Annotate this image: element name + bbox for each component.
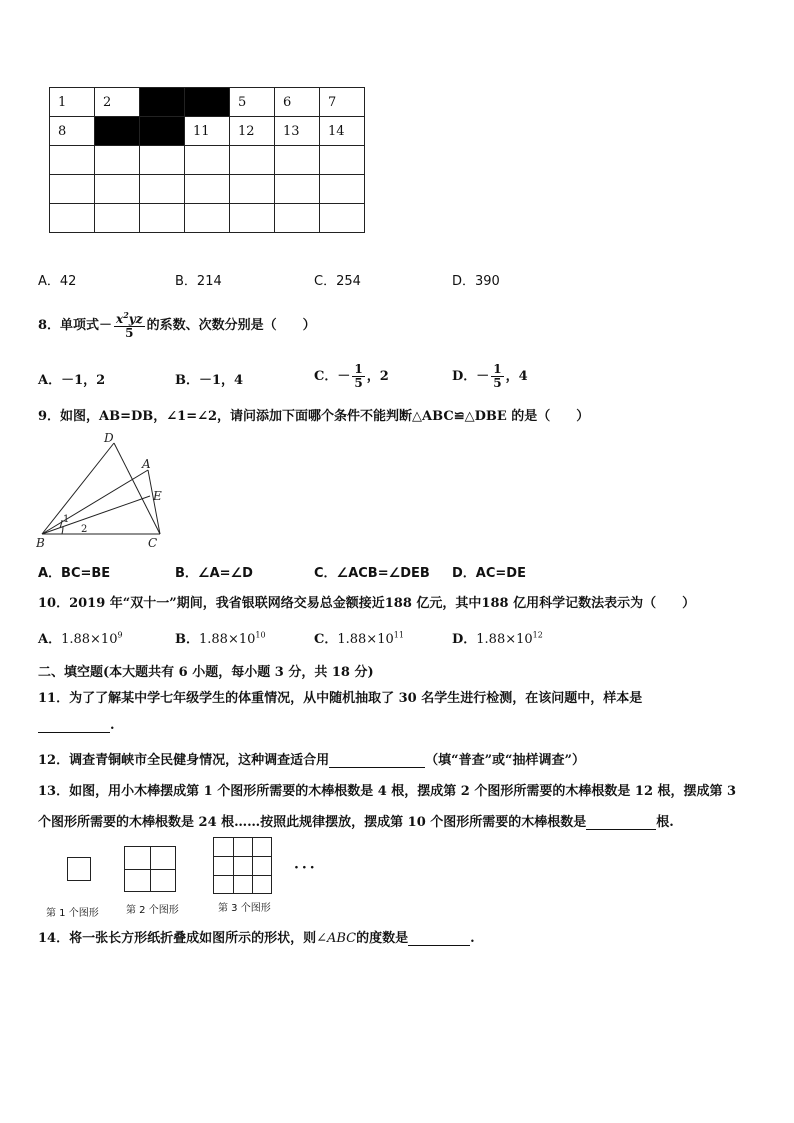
figure-1-label: 第 1 个图形: [46, 908, 99, 919]
grid-cell: 13: [275, 117, 320, 146]
q12-question: [38, 749, 585, 768]
number-grid: [49, 87, 365, 233]
label-b: B: [36, 536, 45, 550]
frac-num-base: x: [116, 312, 124, 327]
q7-option-b[interactable]: B．214: [175, 274, 222, 289]
answer-blank[interactable]: [408, 932, 470, 946]
q8-option-c-tail: ，2: [366, 369, 389, 384]
option-exp: 11: [393, 630, 404, 640]
q8-option-d[interactable]: [452, 356, 528, 398]
grid-cell: 6: [275, 88, 320, 117]
grid-cell: [95, 146, 140, 175]
option-base: 1.88×10: [476, 632, 533, 647]
q8-option-c-label: C．－: [314, 369, 351, 384]
q14-question: [38, 927, 475, 946]
grid-cell: [140, 204, 185, 233]
q8-option-d-label: D．－: [452, 369, 490, 384]
q10-option-a[interactable]: [38, 628, 123, 647]
monomial-fraction: [114, 311, 145, 339]
q11-line1: 11．为了了解某中学七年级学生的体重情况，从中随机抽取了 30 名学生进行检测，在该问题中，样本是: [38, 691, 643, 706]
label-a: A: [142, 457, 151, 471]
grid-cell: [230, 204, 275, 233]
grid-cell: 5: [230, 88, 275, 117]
grid-cell: 1: [50, 88, 95, 117]
figure-1-square: [67, 857, 91, 881]
frac-den: 5: [354, 376, 363, 390]
grid-cell: 12: [230, 117, 275, 146]
grid-cell: [320, 146, 365, 175]
frac-num-rest: yz: [128, 312, 143, 327]
figure-2-label: 第 2 个图形: [126, 905, 179, 916]
option-label: C．: [314, 632, 338, 647]
grid-cell: [140, 175, 185, 204]
triangle-figure: [36, 430, 168, 555]
label-e: E: [153, 489, 162, 503]
q7-option-a[interactable]: A．42: [38, 274, 77, 289]
option-exp: 9: [117, 630, 123, 640]
q10-question: 10．2019 年“双十一”期间，我省银联网络交易总金额接近188 亿元，其中188 亿用科学记数法表示为（ ）: [38, 596, 696, 611]
grid-cell: [50, 175, 95, 204]
grid-cell: [230, 175, 275, 204]
grid-row: [50, 175, 365, 204]
q13-tail: 根.: [656, 815, 674, 830]
grid-cell: 11: [185, 117, 230, 146]
grid-cell: [230, 146, 275, 175]
q8-option-a[interactable]: A．－1，2: [38, 373, 106, 388]
frac-num: 1: [354, 362, 363, 377]
q14-text: 14．将一张长方形纸折叠成如图所示的形状，则: [38, 931, 317, 946]
ellipsis: ···: [294, 860, 318, 876]
q14-tail: 的度数是: [356, 931, 409, 946]
grid-cell: [140, 146, 185, 175]
grid-cell-shaded: [185, 88, 230, 117]
q8-suffix: 的系数、次数分别是（ ）: [146, 318, 316, 333]
answer-blank[interactable]: [329, 754, 425, 768]
q13-line1: 13．如图，用小木棒摆成第 1 个图形所需要的木棒根数是 4 根，摆成第 2 个图形所需要的木棒根数是 12 根，摆成第 3: [38, 784, 737, 799]
grid-row: [50, 88, 365, 117]
q13-line2: [38, 811, 674, 830]
option-exp: 10: [255, 630, 266, 640]
grid-cell: [275, 204, 320, 233]
q7-option-d[interactable]: D．390: [452, 274, 500, 289]
grid-cell: 2: [95, 88, 140, 117]
q12-tail: （填“普查”或“抽样调查”）: [425, 753, 586, 768]
q9-option-c[interactable]: C．∠ACB=∠DEB: [314, 566, 430, 581]
option-base: 1.88×10: [61, 632, 118, 647]
q8-question: [38, 306, 316, 346]
q7-option-c[interactable]: C．254: [314, 274, 361, 289]
angle-abc: ∠ABC: [316, 931, 357, 946]
grid-cell: [185, 204, 230, 233]
label-d: D: [104, 431, 114, 445]
grid-cell: 8: [50, 117, 95, 146]
grid-cell-shaded: [140, 117, 185, 146]
q10-option-b[interactable]: [175, 628, 266, 647]
grid-row: [50, 117, 365, 146]
grid-cell: [50, 146, 95, 175]
option-base: 1.88×10: [337, 632, 394, 647]
grid-cell: [185, 175, 230, 204]
option-label: D．: [452, 632, 477, 647]
grid-cell: [50, 204, 95, 233]
grid-cell: [95, 204, 140, 233]
grid-row: [50, 204, 365, 233]
frac-num-exp: 2: [123, 310, 129, 321]
q8-option-d-tail: ，4: [505, 369, 528, 384]
grid-cell: [320, 175, 365, 204]
q9-option-b[interactable]: B．∠A=∠D: [175, 566, 253, 581]
frac-den: 5: [493, 376, 502, 390]
grid-cell-shaded: [140, 88, 185, 117]
segment-bd: [42, 443, 114, 534]
grid-cell: [275, 146, 320, 175]
q14-period: .: [470, 931, 475, 946]
option-label: A．: [38, 632, 62, 647]
q10-option-d[interactable]: [452, 628, 543, 647]
q9-option-d[interactable]: D．AC=DE: [452, 566, 526, 581]
frac-num: 1: [493, 362, 502, 377]
grid-cell: [95, 175, 140, 204]
q8-option-b[interactable]: B．－1，4: [175, 373, 244, 388]
q9-option-a[interactable]: A．BC=BE: [38, 566, 111, 581]
option-base: 1.88×10: [199, 632, 256, 647]
option-label: B．: [175, 632, 199, 647]
figure-3-grid: [213, 837, 272, 894]
q12-text: 12．调查青铜峡市全民健身情况，这种调查适合用: [38, 753, 330, 768]
grid-cell: [185, 146, 230, 175]
grid-cell: 7: [320, 88, 365, 117]
q9-question: 9．如图，AB=DB，∠1=∠2，请问添加下面哪个条件不能判断△ABC≌△DBE 的是（ ）: [38, 409, 590, 424]
grid-row: [50, 146, 365, 175]
grid-cell: 14: [320, 117, 365, 146]
q11-period: .: [110, 718, 115, 733]
q8-prefix: 8．单项式－: [38, 318, 113, 333]
frac-den: 5: [125, 326, 134, 340]
q8-option-d-fraction: [491, 363, 503, 389]
grid-cell: [320, 204, 365, 233]
label-angle-2: 2: [81, 524, 88, 535]
q13-line2-text: 个图形所需要的木棒根数是 24 根……按照此规律摆放，摆成第 10 个图形所需要的木棒根数是: [38, 815, 587, 830]
answer-blank[interactable]: [586, 816, 656, 830]
label-c: C: [148, 536, 158, 550]
q8-option-c[interactable]: [314, 356, 389, 398]
q11-line2: [38, 718, 115, 733]
answer-blank[interactable]: [38, 719, 110, 733]
grid-cell-shaded: [95, 117, 140, 146]
q8-option-c-fraction: [352, 363, 364, 389]
angle-arc-2: [62, 527, 63, 534]
label-angle-1: 1: [63, 514, 70, 525]
option-exp: 12: [532, 630, 543, 640]
figure-2-grid: [124, 846, 176, 892]
section-heading: 二、填空题(本大题共有 6 小题，每小题 3 分，共 18 分): [38, 665, 374, 680]
figure-3-label: 第 3 个图形: [218, 903, 271, 914]
grid-cell: [275, 175, 320, 204]
q10-option-c[interactable]: [314, 628, 404, 647]
